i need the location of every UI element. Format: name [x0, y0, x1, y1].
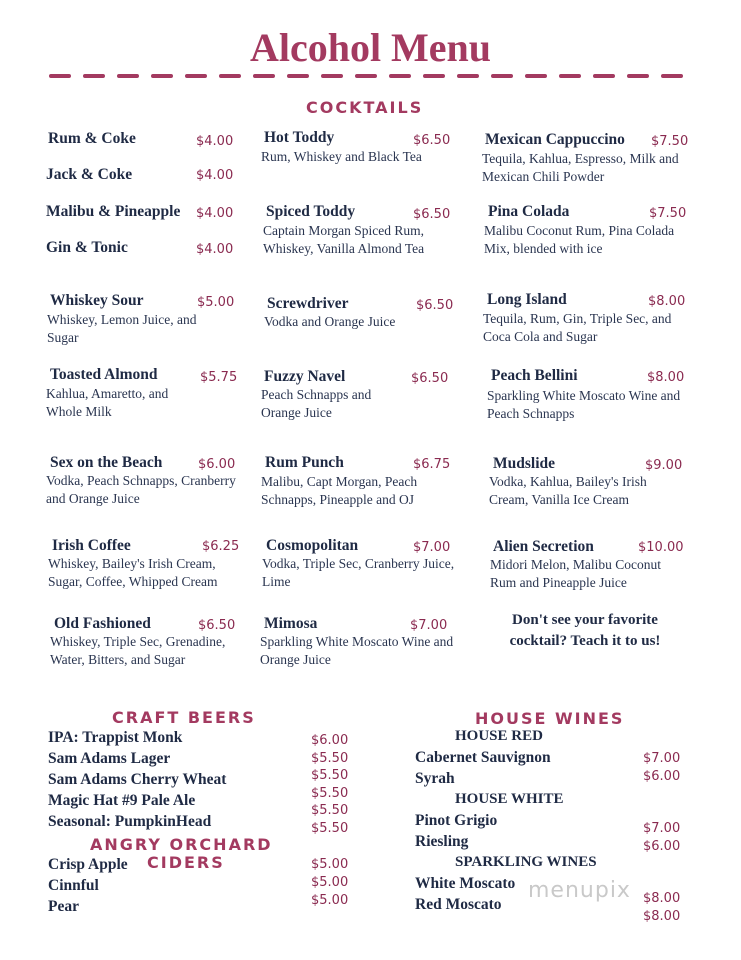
beer-name: Magic Hat #9 Pale Ale	[48, 792, 196, 809]
cocktail-name: Whiskey Sour	[50, 292, 144, 309]
wine-name: Syrah	[415, 770, 455, 787]
title-divider	[48, 73, 688, 79]
cocktail-name: Alien Secretion	[493, 538, 594, 555]
wine-price: $6.00	[643, 769, 681, 784]
cocktail-name: Rum & Coke	[48, 130, 136, 147]
cocktail-price: $6.50	[198, 618, 236, 633]
cocktail-price: $6.50	[416, 298, 454, 313]
cocktail-desc: Peach Schnapps and Orange Juice	[261, 387, 372, 420]
cocktail-name: Gin & Tonic	[46, 239, 128, 256]
wine-name: Cabernet Sauvignon	[415, 749, 551, 766]
cider-price: $5.00	[311, 893, 349, 908]
cocktail-desc: Kahlua, Amaretto, and Whole Milk	[46, 386, 169, 419]
cocktail-price: $7.50	[649, 206, 687, 221]
cocktail-desc: Malibu, Capt Morgan, Peach Schnapps, Pineapple and OJ	[261, 474, 418, 507]
cocktail-name: Peach Bellini	[491, 367, 578, 384]
wine-name: White Moscato	[415, 875, 516, 892]
cocktail-name: Spiced Toddy	[266, 203, 356, 220]
cocktail-name: Sex on the Beach	[50, 454, 163, 471]
cocktail-price: $5.75	[200, 370, 238, 385]
cocktail-price: $6.50	[413, 207, 451, 222]
wine-subheading: HOUSE RED	[455, 728, 543, 744]
cocktail-desc: Captain Morgan Spiced Rum, Whiskey, Vanilla Almond Tea	[263, 223, 425, 256]
cider-price: $5.00	[311, 857, 349, 872]
watermark-logo: menupix	[528, 878, 631, 903]
cocktail-price: $5.00	[197, 295, 235, 310]
wine-price: $8.00	[643, 909, 681, 924]
cocktail-name: Malibu & Pineapple	[46, 203, 181, 220]
menu-title: Alcohol Menu	[249, 25, 492, 70]
cocktails-heading: COCKTAILS	[306, 98, 424, 117]
cider-name: Crisp Apple	[48, 856, 128, 873]
cocktail-price: $6.00	[198, 457, 236, 472]
cocktail-desc: Whiskey, Bailey's Irish Cream, Sugar, Coffee, Whipped Cream	[48, 556, 218, 589]
cocktail-price: $8.00	[647, 370, 685, 385]
cocktail-price: $10.00	[638, 540, 684, 555]
wine-price: $7.00	[643, 821, 681, 836]
cocktail-desc: Sparkling White Moscato Wine and Peach Schnapps	[487, 388, 681, 421]
cider-price: $5.00	[311, 875, 349, 890]
beer-price: $5.50	[311, 803, 349, 818]
ciders-heading: ANGRY ORCHARD	[90, 835, 273, 854]
cocktail-desc: Whiskey, Triple Sec, Grenadine, Water, Bitters, and Sugar	[50, 634, 226, 667]
cocktail-price: $6.50	[411, 371, 449, 386]
cocktail-name: Screwdriver	[267, 295, 349, 312]
beers-heading: CRAFT BEERS	[112, 708, 256, 727]
cocktail-price: $7.00	[410, 618, 448, 633]
cocktail-name: Long Island	[487, 291, 567, 308]
wine-name: Riesling	[415, 833, 469, 850]
cocktail-price: $8.00	[648, 294, 686, 309]
cocktail-desc: Rum, Whiskey and Black Tea	[261, 149, 422, 164]
beer-price: $5.50	[311, 821, 349, 836]
cocktail-price: $4.00	[196, 134, 234, 149]
wines-heading: HOUSE WINES	[475, 709, 625, 728]
cocktail-name: Mimosa	[264, 615, 318, 632]
cocktail-price: $4.00	[196, 168, 234, 183]
cocktail-desc: Midori Melon, Malibu Coconut Rum and Pineapple Juice	[490, 557, 661, 590]
cocktail-price: $6.50	[413, 133, 451, 148]
cocktail-desc: Sparkling White Moscato Wine and Orange Juice	[260, 634, 454, 667]
cocktail-desc: Vodka, Peach Schnapps, Cranberry and Orange Juice	[46, 473, 236, 506]
wine-price: $7.00	[643, 751, 681, 766]
cocktail-name: Old Fashioned	[54, 615, 151, 632]
beer-name: Sam Adams Cherry Wheat	[48, 771, 227, 788]
wine-price: $8.00	[643, 891, 681, 906]
cocktail-desc: Vodka and Orange Juice	[264, 314, 396, 329]
cocktail-desc: Vodka, Triple Sec, Cranberry Juice, Lime	[262, 556, 455, 589]
cocktail-name: Fuzzy Navel	[264, 368, 346, 385]
cocktail-desc: Vodka, Kahlua, Bailey's Irish Cream, Vanilla Ice Cream	[489, 474, 647, 507]
cocktail-name: Pina Colada	[488, 203, 570, 220]
cocktail-name: Irish Coffee	[52, 537, 131, 554]
cocktail-desc: Whiskey, Lemon Juice, and Sugar	[47, 312, 197, 345]
cocktail-price: $7.00	[413, 540, 451, 555]
cocktail-desc: Malibu Coconut Rum, Pina Colada Mix, blended with ice	[484, 223, 675, 256]
beer-name: Sam Adams Lager	[48, 750, 171, 767]
cocktail-name: Hot Toddy	[264, 129, 335, 146]
cocktail-price: $4.00	[196, 242, 234, 257]
wine-subheading: HOUSE WHITE	[455, 791, 564, 807]
wine-name: Pinot Grigio	[415, 812, 498, 829]
cocktail-name: Rum Punch	[265, 454, 344, 471]
ciders-heading-line2: CIDERS	[147, 853, 225, 872]
beer-price: $5.50	[311, 751, 349, 766]
beer-price: $5.50	[311, 786, 349, 801]
cocktail-promo: Don't see your favorite cocktail? Teach it to us!	[509, 612, 661, 649]
cocktail-price: $6.75	[413, 457, 451, 472]
beer-name: Seasonal: PumpkinHead	[48, 813, 212, 830]
beer-price: $5.50	[311, 768, 349, 783]
cocktail-name: Mexican Cappuccino	[485, 131, 625, 148]
beer-name: IPA: Trappist Monk	[48, 729, 183, 746]
cocktail-name: Toasted Almond	[50, 366, 158, 383]
cocktail-price: $4.00	[196, 206, 234, 221]
cocktail-price: $6.25	[202, 539, 240, 554]
wine-price: $6.00	[643, 839, 681, 854]
cider-name: Pear	[48, 898, 79, 915]
wine-subheading: SPARKLING WINES	[455, 854, 597, 870]
cocktail-name: Cosmopolitan	[266, 537, 359, 554]
cocktail-desc: Tequila, Rum, Gin, Triple Sec, and Coca Cola and Sugar	[483, 311, 672, 344]
cocktail-price: $7.50	[651, 134, 689, 149]
wine-name: Red Moscato	[415, 896, 502, 913]
cocktail-desc: Tequila, Kahlua, Espresso, Milk and Mexican Chili Powder	[482, 151, 679, 184]
cocktail-price: $9.00	[645, 458, 683, 473]
cider-name: Cinnful	[48, 877, 99, 894]
cocktail-name: Mudslide	[493, 455, 556, 472]
cocktail-name: Jack & Coke	[46, 166, 133, 183]
beer-price: $6.00	[311, 733, 349, 748]
